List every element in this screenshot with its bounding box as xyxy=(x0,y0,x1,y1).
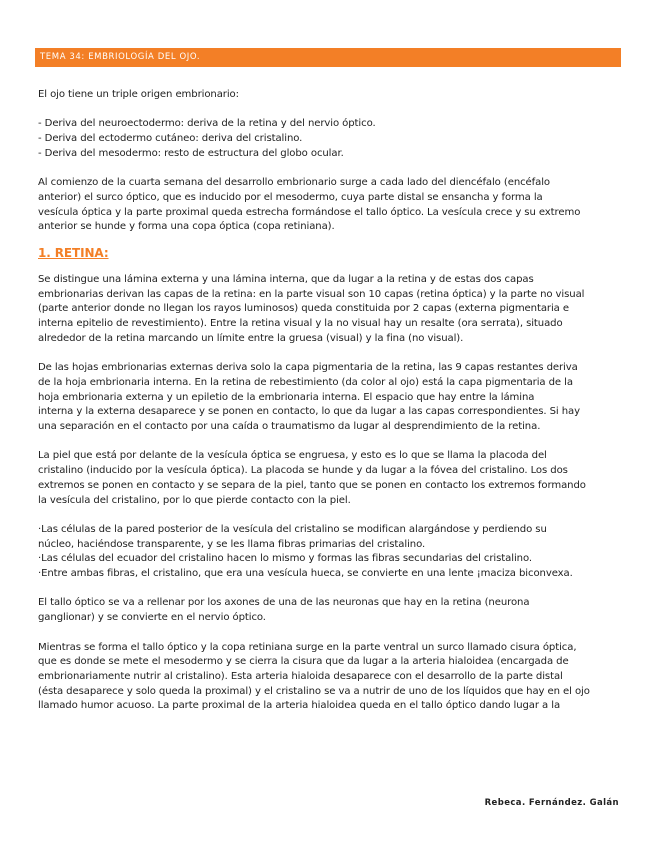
paragraph-line: anterior se hunde y forma una copa óptica (copa retiniana). xyxy=(38,221,335,233)
paragraph-line: interna epitelio de revestimiento). Entre la retina visual y la no visual hay un resalte (ora serrata), situado xyxy=(38,318,563,330)
header-bar xyxy=(35,48,621,67)
paragraph-line: interna y la externa desaparece y se ponen en contacto, lo que da lugar a las capas correspondientes. Si hay xyxy=(38,406,580,418)
paragraph-line: ganglionar) y se convierte en el nervio óptico. xyxy=(38,612,266,624)
paragraph-line: embrionarias derivan las capas de la retina: en la parte visual son 10 capas (retina óptica) y la parte no visual xyxy=(38,288,585,300)
paragraph-line: ·Entre ambas fibras, el cristalino, que era una vesícula hueca, se convierte en una lente ¡maciza biconvexa. xyxy=(38,568,573,580)
paragraph-line: cristalino (inducido por la vesícula óptica). La placoda se hunde y da lugar a la fóvea del cristalino. Los dos xyxy=(38,465,568,477)
intro-line: El ojo tiene un triple origen embrionario: xyxy=(38,89,239,100)
paragraph-line: de la hoja embrionaria interna. En la retina de rebestimiento (da color al ojo) está la capa pigmentaria de la xyxy=(38,376,573,388)
paragraph-line: núcleo, haciéndose transparente, y se les llama fibras primarias del cristalino. xyxy=(38,538,426,550)
section-heading: 1. RETINA: xyxy=(38,246,109,260)
paragraph-line: anterior) el surco óptico, que es inducido por el mesodermo, cuya parte distal se ensancha y forma la xyxy=(38,191,543,203)
paragraph-line: Se distingue una lámina externa y una lámina interna, que da lugar a la retina y de estas dos capas xyxy=(38,274,534,285)
paragraph-line: extremos se ponen en contacto y se separa de la piel, tanto que se ponen en contacto los extremos formando xyxy=(38,479,586,491)
paragraph-line: ·Las células de la pared posterior de la vesícula del cristalino se modifican alargándose y perdiendo su xyxy=(38,523,547,535)
paragraph-line: Al comienzo de la cuarta semana del desarrollo embrionario surge a cada lado del diencéfalo (encéfalo xyxy=(38,177,550,189)
paragraph-line: ·Las células del ecuador del cristalino hacen lo mismo y formas las fibras secundarias del cristalino. xyxy=(38,553,532,565)
paragraph-line: (ésta desaparece y solo queda la proximal) y el cristalino se va a nutrir de uno de los líquidos que hay en el ojo xyxy=(38,685,590,697)
paragraph-line: llamado humor acuoso. La parte proximal de la arteria hialoidea queda en el tallo óptico dando lugar a la xyxy=(38,700,561,712)
paragraph-line: vesícula óptica y la parte proximal queda estrecha formándose el tallo óptico. La vesícula crece y su extremo xyxy=(38,206,581,218)
document-body xyxy=(38,88,618,714)
paragraph-line: hoja embrionaria externa y un epiletio de la embrionaria interna. El espacio que hay entre la lámina xyxy=(38,391,535,403)
paragraph-line: alrededor de la retina marcando un límite entre la gruesa (visual) y la fina (no visual). xyxy=(38,332,464,344)
paragraph-line: una separación en el contacto por una caída o traumatismo da lugar al desprendimiento de la retina. xyxy=(38,421,541,433)
paragraph-line: la vesícula del cristalino, por lo que pierde contacto con la piel. xyxy=(38,494,351,506)
origin-line: - Deriva del ectodermo cutáneo: deriva del cristalino. xyxy=(38,133,303,145)
paragraph-line: El tallo óptico se va a rellenar por los axones de una de las neuronas que hay en la retina (neurona xyxy=(38,597,530,609)
origin-line: - Deriva del neuroectodermo: deriva de la retina y del nervio óptico. xyxy=(38,118,376,130)
origin-line: - Deriva del mesodermo: resto de estructura del globo ocular. xyxy=(38,147,344,159)
paragraph-line: (parte anterior donde no llegan los rayos luminosos) queda constituida por 2 capas (externa pigmentaria e xyxy=(38,303,569,315)
paragraph-line: Mientras se forma el tallo óptico y la copa retiniana surge en la parte ventral un surco llamado cisura óptica, xyxy=(38,641,577,653)
paragraph-line: La piel que está por delante de la vesícula óptica se engruesa, y esto es lo que se llama la placoda del xyxy=(38,450,547,462)
footer-author: Rebeca. Fernández. Galán xyxy=(484,798,619,808)
paragraph-line: embrionariamente nutrir al cristalino). Esta arteria hialoida desaparece con el desarrollo de la parte distal xyxy=(38,670,563,682)
page-title: TEMA 34: EMBRIOLOGÍA DEL OJO. xyxy=(40,52,201,62)
paragraph-line: que es donde se mete el mesodermo y se cierra la cisura que da lugar a la arteria hialoidea (encargada de xyxy=(38,656,569,668)
paragraph-line: De las hojas embrionarias externas deriva solo la capa pigmentaria de la retina, las 9 capas restantes deriva xyxy=(38,362,578,374)
